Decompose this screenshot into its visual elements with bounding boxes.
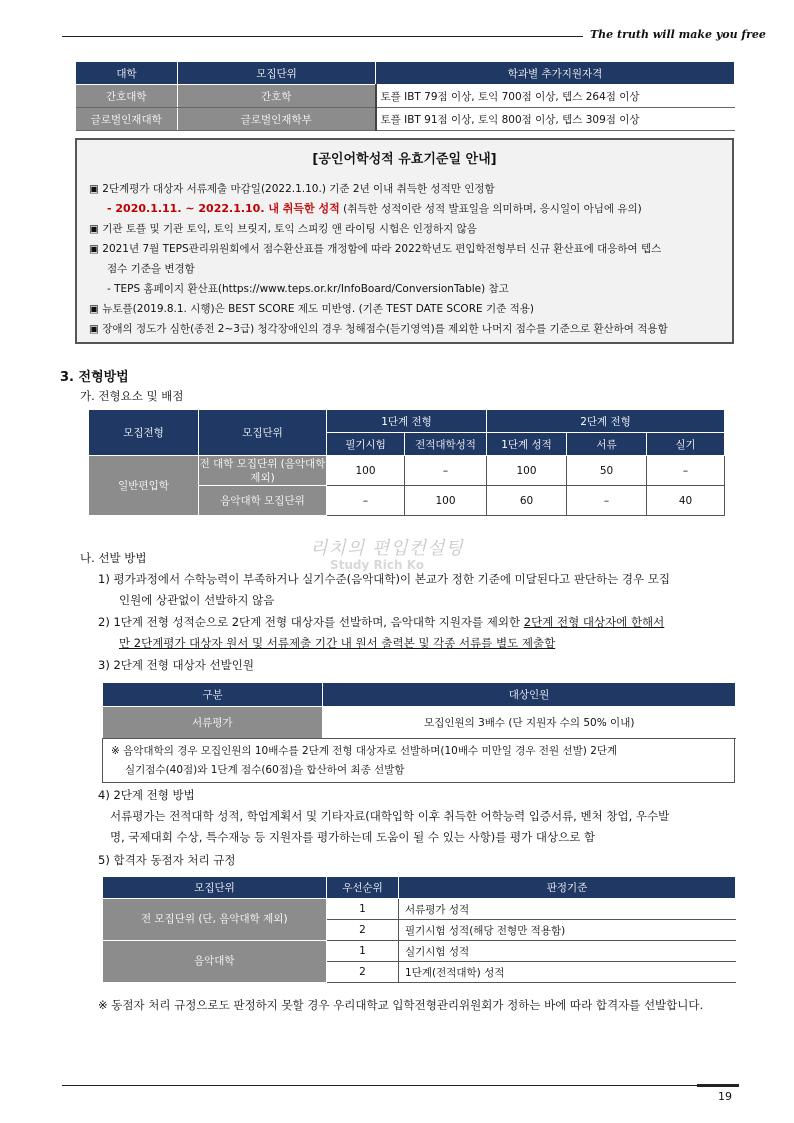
selection-item-5: 5) 합격자 동점자 처리 규정	[98, 853, 236, 867]
th-unit: 모집단위	[199, 410, 327, 456]
notice-line-rest: (취득한 성적이란 성적 발표일을 의미하며, 응시일이 아님에 유의)	[339, 203, 642, 215]
cell-value: –	[647, 456, 725, 486]
th-stage2: 2단계 전형	[487, 410, 725, 433]
paragraph-line: 1) 평가과정에서 수학능력이 부족하거나 실기수준(음악대학)이 본교가 정한 기준에 미달된다고 판단하는 경우 모집	[98, 572, 670, 586]
notice-red-period: 2020.1.11. ~ 2022.1.10. 내 취득한 성적	[115, 202, 340, 215]
watermark-sub: Study Rich Ko	[330, 558, 425, 572]
table-row	[76, 85, 735, 108]
cell-value: 50	[567, 456, 647, 486]
notice-title: [공인어학성적 유효기준일 안내]	[312, 152, 497, 167]
cell-value: 100	[405, 486, 487, 516]
watermark: 리치의 편입컨설팅	[310, 538, 464, 559]
cell-unit: 음악대학 모집단위	[199, 486, 327, 516]
cell-category: 서류평가	[103, 707, 323, 739]
notice-line: 점수 기준을 변경함	[107, 263, 195, 275]
th-college: 대학	[76, 62, 178, 85]
page-number: 19	[718, 1090, 732, 1103]
notice-line: ▣ 2단계평가 대상자 서류제출 마감일(2022.1.10.) 기준 2년 이내 취득한 성적만 인정함	[89, 183, 495, 195]
cell-unit: 음악대학	[103, 941, 327, 983]
selection-item-3: 3) 2단계 전형 대상자 선발인원	[98, 658, 254, 672]
underlined-text: 2단계 전형 대상자에 한해서	[523, 615, 665, 629]
score-allocation-table	[88, 409, 725, 516]
section-title: 3. 전형방법	[60, 370, 129, 385]
cell-criteria: 1단계(전적대학) 성적	[399, 962, 736, 983]
text: 2) 1단계 전형 성적순으로 2단계 전형 대상자를 선발하며, 음악대학 지원자를 제외한	[98, 615, 524, 629]
table-row	[103, 899, 736, 920]
cell-criteria: 실기시험 성적	[399, 941, 736, 962]
stage2-quota-table	[102, 682, 736, 739]
cell-value: 100	[327, 456, 405, 486]
th-unit: 모집단위	[103, 877, 327, 899]
cell-quota: 모집인원의 3배수 (단 지원자 수의 50% 이내)	[323, 707, 736, 739]
th-unit: 모집단위	[178, 62, 376, 85]
th-practical: 실기	[647, 433, 725, 456]
table-row	[103, 941, 736, 962]
cell-priority: 2	[327, 962, 399, 983]
language-score-notice-box	[75, 138, 734, 344]
th-documents: 서류	[567, 433, 647, 456]
notice-line: ▣ 2021년 7월 TEPS관리위원회에서 점수환산표를 개정함에 따라 2022학년도 편입학전형부터 신규 환산표에 대응하여 텝스	[89, 243, 662, 255]
cell-value: –	[567, 486, 647, 516]
th-category: 구분	[103, 683, 323, 707]
th-type: 모집전형	[89, 410, 199, 456]
language-requirements-table	[75, 61, 735, 131]
th-criteria: 판정기준	[399, 877, 736, 899]
paragraph-line: 명, 국제대회 수상, 특수재능 등 지원자를 평가하는데 도움이 될 수 있는 사항)를 평가 대상으로 함	[110, 830, 596, 844]
note-line: 실기점수(40점)와 1단계 점수(60점)을 합산하여 최종 선발함	[125, 764, 405, 776]
header-rule	[62, 36, 583, 37]
th-requirement: 학과별 추가지원자격	[376, 62, 735, 85]
notice-line: ▣ 기관 토플 및 기관 토익, 토익 브릿지, 토익 스피킹 앤 라이팅 시험은 인정하지 않음	[89, 223, 477, 235]
selection-item-4	[98, 785, 669, 848]
underlined-text: 만 2단계평가 대상자 원서 및 서류제출 기간 내 원서 출력본 및 각종 서류를 별도 제출함	[119, 636, 556, 650]
th-priority: 우선순위	[327, 877, 399, 899]
cell-priority: 2	[327, 920, 399, 941]
footer-rule	[62, 1085, 739, 1086]
table-row	[89, 456, 725, 486]
notice-line: - TEPS 홈페이지 환산표(https://www.teps.or.kr/InfoBoard/ConversionTable) 참고	[107, 283, 509, 295]
cell-type: 일반편입학	[89, 456, 199, 516]
paragraph-line: 인원에 상관없이 선발하지 않음	[119, 593, 275, 607]
cell-priority: 1	[327, 941, 399, 962]
header-motto: The truth will make you free	[590, 28, 766, 41]
cell-criteria: 필기시험 성적(해당 전형만 적용함)	[399, 920, 736, 941]
cell-requirement: 토플 IBT 91점 이상, 토익 800점 이상, 텝스 309점 이상	[376, 108, 735, 131]
final-note: ※ 동점자 처리 규정으로도 판정하지 못할 경우 우리대학교 입학전형관리위원회가 정하는 바에 따라 합격자를 선발합니다.	[98, 998, 704, 1012]
paragraph-line: 4) 2단계 전형 방법	[98, 788, 195, 802]
dash: -	[107, 202, 116, 215]
selection-item-1	[98, 569, 670, 611]
cell-priority: 1	[327, 899, 399, 920]
cell-requirement: 토플 IBT 79점 이상, 토익 700점 이상, 텝스 264점 이상	[376, 85, 735, 108]
cell-value: –	[327, 486, 405, 516]
th-stage1: 1단계 전형	[327, 410, 487, 433]
paragraph-line: 서류평가는 전적대학 성적, 학업계획서 및 기타자료(대학입학 이후 취득한 어학능력 입증서류, 벤처 창업, 우수발	[110, 809, 670, 823]
cell-value: –	[405, 456, 487, 486]
cell-value: 60	[487, 486, 567, 516]
table-row	[76, 108, 735, 131]
tie-break-table	[102, 876, 736, 983]
paragraph-line	[98, 612, 664, 633]
notice-line	[89, 199, 720, 219]
footer-accent-bar	[697, 1084, 739, 1087]
note-line: ※ 음악대학의 경우 모집인원의 10배수를 2단계 전형 대상자로 선발하며(10배수 미만일 경우 전원 선발) 2단계	[111, 745, 618, 757]
notice-line: ▣ 장애의 정도가 심한(종전 2~3급) 청각장애인의 경우 청해점수(듣기영역)를 제외한 나머지 점수를 기준으로 환산하여 적용함	[89, 323, 668, 335]
cell-college: 간호대학	[76, 85, 178, 108]
th-stage1-score: 1단계 성적	[487, 433, 567, 456]
cell-value: 100	[487, 456, 567, 486]
table-row	[103, 707, 736, 739]
selection-item-2	[98, 612, 664, 654]
subsection-title: 가. 전형요소 및 배점	[80, 389, 184, 403]
subsection-title: 나. 선발 방법	[80, 551, 147, 565]
notice-line: ▣ 뉴토플(2019.8.1. 시행)은 BEST SCORE 제도 미반영. (기존 TEST DATE SCORE 기준 적용)	[89, 303, 534, 315]
cell-value: 40	[647, 486, 725, 516]
cell-unit: 전 대학 모집단위 (음악대학 제외)	[199, 457, 326, 484]
th-prev-grades: 전적대학성적	[405, 433, 487, 456]
table-note	[102, 738, 735, 783]
cell-criteria: 서류평가 성적	[399, 899, 736, 920]
cell-unit: 간호학	[178, 85, 376, 108]
th-written: 필기시험	[327, 433, 405, 456]
th-quota: 대상인원	[323, 683, 736, 707]
cell-college: 글로벌인재대학	[76, 108, 178, 131]
cell-unit: 전 모집단위 (단, 음악대학 제외)	[103, 899, 327, 941]
cell-unit: 글로벌인재학부	[178, 108, 376, 131]
